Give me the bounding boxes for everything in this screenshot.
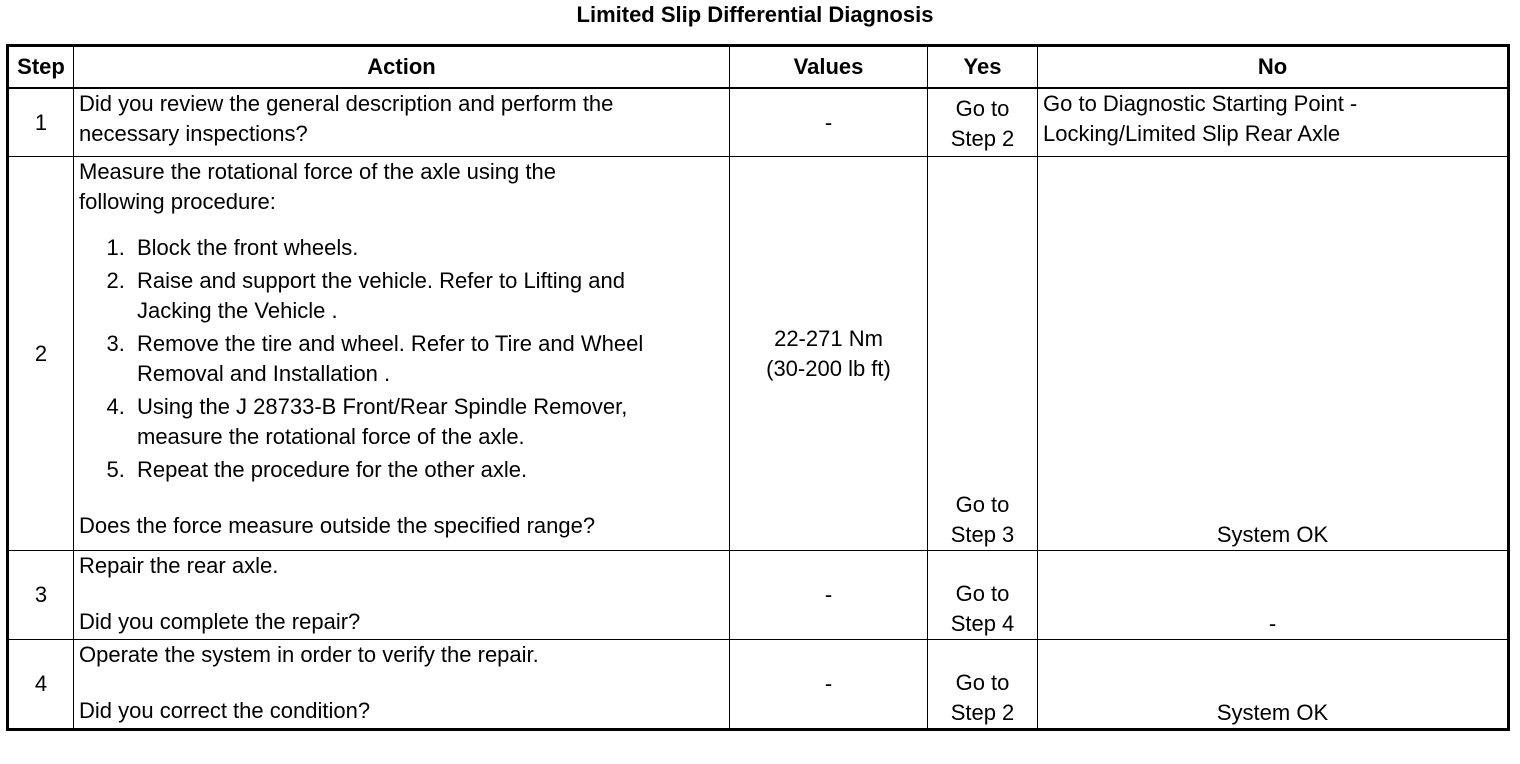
procedure-step: 1. Block the front wheels. (131, 233, 724, 263)
action-cell (74, 551, 730, 640)
diagnosis-table (6, 44, 1510, 731)
action-cell (74, 88, 730, 157)
no-cell (1038, 88, 1509, 157)
action-text: necessary inspections? (79, 121, 308, 146)
procedure-step: 3. Remove the tire and wheel. Refer to Tire and Wheel Removal and Installation . (131, 329, 724, 389)
step-number: 3 (8, 551, 74, 640)
procedure-list (79, 233, 724, 485)
header-values: Values (730, 46, 928, 89)
action-question: Did you correct the condition? (79, 698, 371, 723)
step-number: 2 (8, 157, 74, 551)
header-yes: Yes (928, 46, 1038, 89)
values-cell: - (730, 640, 928, 730)
yes-text: Go to (955, 492, 1010, 517)
no-cell: System OK (1038, 157, 1509, 551)
yes-text: Step 2 (950, 126, 1015, 151)
yes-cell (928, 551, 1038, 640)
values-text: (30-200 lb ft) (766, 355, 891, 381)
action-cell (74, 640, 730, 730)
yes-text: Step 3 (950, 522, 1015, 547)
no-text: Locking/Limited Slip Rear Axle (1043, 121, 1341, 146)
action-cell (74, 157, 730, 551)
step-number: 1 (8, 88, 74, 157)
values-cell (730, 157, 928, 551)
page-title: Limited Slip Differential Diagnosis (576, 2, 934, 27)
action-text: Repair the rear axle. (79, 553, 279, 578)
yes-cell (928, 640, 1038, 730)
table-row (8, 551, 1509, 640)
yes-text: Go to (955, 670, 1010, 695)
table-row (8, 88, 1509, 157)
action-text: Measure the rotational force of the axle using the (79, 159, 556, 184)
yes-text: Step 2 (950, 700, 1015, 725)
yes-text: Go to (955, 581, 1010, 606)
procedure-step: 5. Repeat the procedure for the other axle. (131, 455, 724, 485)
action-text: Did you review the general description and perform the (79, 91, 614, 116)
procedure-step: 4. Using the J 28733-B Front/Rear Spindle Remover, measure the rotational force of the axle. (131, 392, 724, 452)
action-text: following procedure: (79, 189, 276, 214)
header-no: No (1038, 46, 1509, 89)
values-cell: - (730, 551, 928, 640)
yes-text: Go to (955, 96, 1010, 121)
action-question: Does the force measure outside the specified range? (79, 513, 596, 538)
action-text: Operate the system in order to verify the repair. (79, 642, 539, 667)
no-cell: - (1038, 551, 1509, 640)
table-header-row (8, 46, 1509, 89)
header-step: Step (8, 46, 74, 89)
table-row (8, 157, 1509, 551)
yes-text: Step 4 (950, 611, 1015, 636)
no-cell: System OK (1038, 640, 1509, 730)
header-action: Action (74, 46, 730, 89)
table-row (8, 640, 1509, 730)
step-number: 4 (8, 640, 74, 730)
action-question: Did you complete the repair? (79, 609, 361, 634)
yes-cell (928, 88, 1038, 157)
procedure-step: 2. Raise and support the vehicle. Refer to Lifting and Jacking the Vehicle . (131, 266, 724, 326)
no-text: Go to Diagnostic Starting Point - (1043, 91, 1358, 116)
yes-cell (928, 157, 1038, 551)
values-cell: - (730, 88, 928, 157)
values-text: 22-271 Nm (774, 325, 883, 351)
